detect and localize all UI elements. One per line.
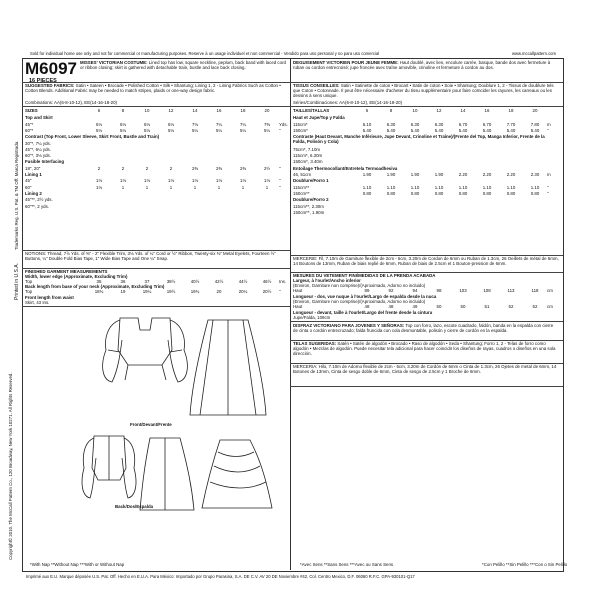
yardage-cell: 1.10 [386, 184, 396, 190]
yardage-cell: 1.90 [410, 172, 420, 177]
yardage-cell: 1 [217, 184, 221, 190]
yardage-cell: 5¼ [263, 127, 271, 133]
yardage-row [293, 204, 355, 209]
es-title: DISFRAZ VICTORIANO PARA JOVENES Y SEÑORAS: [293, 323, 405, 328]
yardage-cell: 5⅛ [119, 127, 127, 133]
tissus-conseilles [293, 83, 559, 99]
yardage-cell: 5.40 [434, 127, 444, 133]
sizes-cell: 6 [365, 108, 369, 113]
largeur-unit: cm [547, 288, 553, 293]
yardage-cell: 2½ [263, 165, 271, 171]
yardage-cell: 2.30 [530, 172, 540, 177]
yardage-unit: " [547, 184, 549, 190]
tissus-title: TISSUS CONSEILLES: [293, 83, 340, 88]
yardage-cell: 1.10 [410, 184, 420, 190]
yardage-cell: 2.20 [482, 172, 492, 177]
column-divider [290, 58, 291, 570]
yardage-cell: 1⅛ [95, 178, 103, 184]
width-cell: 46½ [262, 279, 272, 284]
yardage-cell: 2 [121, 165, 125, 171]
largeur-row [293, 288, 553, 293]
yardage-cell: 1 [121, 184, 125, 190]
yardage-cell: 7⅛ [191, 121, 199, 127]
longueur2-value: Jupe/Falda, 109cm [293, 315, 331, 320]
back-view-sketch [80, 428, 280, 513]
yardage-cell: 1 [145, 184, 149, 190]
yardage-label: 115cm**, 2.30m [293, 203, 324, 209]
yardage-cell: 2.20 [458, 172, 468, 177]
longueur-cell: 50 [436, 304, 442, 309]
yardage-cell: 6⅛ [95, 121, 103, 127]
fabrics-title: SUGGESTED FABRICS: [25, 83, 75, 88]
yardage-cell: 1.10 [482, 184, 492, 190]
yardage-cell: 2⅜ [215, 165, 223, 171]
largeur-title: Largeur, à l'ourlet/Ancho inferior [293, 278, 361, 283]
largeur-cell: 89 [364, 288, 370, 293]
yardage-cell: 7¼ [239, 121, 247, 127]
yardage-cell: 7.80 [530, 121, 540, 127]
en-desc: Lined top has low, square neckline, peplum, back band with laced cord or ribbon closing; skirt is gathered with detachable train, bustle and lace back closing. [80, 60, 286, 71]
yardage-label: 75cm*, 7.10m [293, 146, 321, 152]
largeur-note: (Environ, Garniture non comprise)/(Aproximado, Adorno no incluido) [293, 283, 426, 288]
yardage-cell: 6.70 [458, 121, 468, 127]
width-cell: 36 [120, 279, 126, 284]
yardage-cell: 1.10 [506, 184, 516, 190]
back-length-cell: 20¼ [238, 289, 248, 294]
es-desc: Top con forro, lazo, escote cuadrado, faldón, banda en la espalda con cierre de cinta o cordón entrecruzado; falda fruncida con cola desmontable, polisón y cierre de cordón en la espalda. [293, 323, 554, 334]
front-length-title: Front length from waist [25, 295, 74, 300]
nap-note-es: *Con Pelillo **Sin Pelillo ***Con o Sin Pelillo [482, 562, 568, 567]
yardage-cell: 1⅛ [263, 178, 271, 184]
top-notice: Sold for individual home use only and not for commercial or manufacturing purposes. Reserve à un usage individuel et non commercial - Vendido para uso personal y no para uso comercial [30, 51, 380, 56]
back-length-cell: 20 [216, 289, 222, 294]
back-length-cell: 20½ [262, 289, 272, 294]
yardage-unit: " [547, 190, 549, 196]
yardage-unit: " [279, 178, 281, 184]
yardage-row [25, 185, 281, 190]
footer-imprint: Imprimé aux E.U. Marque déposée U.S. Pat. Off. Hecho en E.U.A. Para México: Importado por Grupo Parasina, S.A. DE C.V. AV 20 DE Noviembre #42, Col. Centro Mexico, D.F. 06060 R.F.C. GPA-930101-Q17 [26, 574, 415, 579]
section-title: Doublure/Forro 1 [293, 178, 329, 184]
width-cell: 38½ [166, 279, 176, 284]
front-length-value: Skirt, 43 Ins. [25, 300, 50, 305]
largeur-label: Haut [293, 288, 303, 293]
yardage-row [293, 191, 549, 196]
yardage-unit: Yds. [279, 121, 288, 127]
back-label: Back/Dos/Espalda [115, 504, 154, 509]
sizes-cell: 20 [264, 108, 270, 113]
tissus-text: Satin • Satinette de coton • Brocart • Satin de coton • Soie • Shantung; Doublure 1, 2 - Tissus de doublure tels que Coton • Cotonnade. Il peut être nécessaire d'acheter du tissu supplémentaire pour faire coïncider les rayures, les carreaux ou les dessins à sens unique. [293, 83, 554, 99]
largeur-cell: 103 [459, 288, 467, 293]
yardage-cell: 1.90 [362, 172, 372, 177]
yardage-cell: 1 [241, 184, 245, 190]
yardage-label: 45" [25, 178, 32, 184]
divider [22, 106, 290, 107]
largeur-cell: 118 [531, 288, 539, 293]
divider [290, 386, 563, 387]
yardage-row [25, 166, 281, 171]
yardage-cell: 2.20 [506, 172, 516, 177]
yardage-cell: 0.80 [506, 190, 516, 196]
yardage-row [25, 122, 288, 127]
yardage-cell: 1⅛ [95, 184, 103, 190]
yardage-label: 115cm* [293, 121, 308, 127]
website: www.mccallpattern.com [512, 51, 556, 56]
yardage-row [25, 197, 87, 202]
width-cell: 42½ [214, 279, 224, 284]
yardage-row [25, 178, 281, 183]
yardage-cell: 2⅜ [239, 165, 247, 171]
yardage-row [293, 153, 355, 158]
longueur-cell: 52 [532, 304, 538, 309]
yardage-label: 60"* [25, 127, 34, 133]
longueur-row [293, 304, 553, 309]
sizes-cell: 20 [532, 108, 538, 113]
yardage-cell: 0.80 [410, 190, 420, 196]
largeur-cell: 92 [388, 288, 394, 293]
yardage-cell: 5.40 [362, 127, 372, 133]
section-title: Top and Skirt [25, 115, 53, 121]
yardage-label: 150cm**, 1.90m [293, 209, 325, 215]
series: Séries/Combinaciones: AA(6-8-10-12), EE(14-16-18-20) [293, 100, 403, 105]
width-unit: Ins. [279, 279, 287, 284]
pattern-pieces: 16 PIECES [29, 78, 57, 84]
fr-title: DEGUISEMENT VICTORIEN POUR JEUNE FEMME: [293, 60, 399, 65]
measure-title: FINISHED GARMENT MEASUREMENTS [25, 269, 108, 274]
section-title: Haut et Jupe/Top y Falda [293, 115, 345, 121]
fabrics-text: Satin • Sateen • Brocade • Polished Cotton • Silk • Shantung; Lining 1, 2 - Lining Fabrics Such as Cotton • Cotton Blends. Additional Fabric may be needed to match stripes, plaids or one-way design fabric. [25, 83, 281, 94]
longueur-cell: 49 [412, 304, 418, 309]
yardage-cell: 6⅛ [167, 121, 175, 127]
yardage-cell: 5¼ [215, 127, 223, 133]
telas-title: TELAS SUGERIDAS: [293, 341, 337, 346]
yardage-unit: " [279, 184, 281, 190]
es-description [293, 323, 559, 333]
largeur-cell: 108 [483, 288, 491, 293]
yardage-label: 30"*, 7¼ yds. [25, 140, 51, 146]
sizes-cell: 18 [240, 108, 246, 113]
nap-note-fr: *Avec Sens **Sans Sens ***Avec ou Sans Sens [300, 562, 394, 567]
yardage-label: 45"* [25, 121, 34, 127]
mercerie: MERCERIE: Fil, 7.10m de Garniture flexible de 2cm - 5cm, 3.20m de Cordon de 6mm ou Ruban de 1.3cm, 26 Oeillets de métal de 6mm, 14 Boutons de 13mm, Ruban de biais replié de 6mm, Ruban de biais de 2.5cm et 1 Bouton-pression de 6mm. [293, 256, 559, 267]
yardage-cell: 1 [169, 184, 173, 190]
section-title: Fusible Interfacing [25, 159, 65, 165]
yardage-cell: 5⅛ [95, 127, 103, 133]
front-view-sketch [80, 310, 270, 420]
width-cell: 40½ [190, 279, 200, 284]
sizes-cell: 16 [216, 108, 222, 113]
section-title: Contraste (Haut Devant, Manche Inférieure, Jupe Devant, Crinoline et Traîne)/(Frente del Top, Manga Inferior, Frente de la Falda, Polisón y Cola) [293, 134, 545, 145]
combinations: Combinations: AA(6-8-10-12), EE(14-16-18-20) [25, 100, 118, 105]
yardage-cell: 1⅛ [239, 178, 247, 184]
yardage-cell: 0.80 [530, 190, 540, 196]
yardage-cell: 0.80 [482, 190, 492, 196]
yardage-row [25, 128, 281, 133]
width-cell: 44½ [238, 279, 248, 284]
yardage-cell: 5¼ [191, 127, 199, 133]
longueur-cell: 51 [484, 304, 490, 309]
sizes-cell: 14 [460, 108, 466, 113]
back-length-cell: 19½ [166, 289, 176, 294]
section-title: Doublure/Forro 2 [293, 197, 329, 203]
sizes-cell: 12 [436, 108, 442, 113]
yardage-cell: 1.90 [386, 172, 396, 177]
yardage-cell: 1⅛ [215, 178, 223, 184]
yardage-cell: 2 [169, 165, 173, 171]
yardage-row [25, 153, 87, 158]
yardage-row [293, 122, 551, 127]
yardage-cell: 2⅜ [191, 165, 199, 171]
yardage-label: 45"*, 6¼ yds. [25, 146, 51, 152]
yardage-label: 150cm* [293, 127, 308, 133]
longueur-cell: 48 [364, 304, 370, 309]
mesures-title: MESURES DU VETEMENT FINI/MEDIDAS DE LA PRENDA ACABADA [293, 273, 436, 278]
pattern-number: M6097 [25, 59, 77, 78]
sizes-cell: 16 [484, 108, 490, 113]
sizes-cell: 12 [168, 108, 174, 113]
yardage-row [293, 159, 355, 164]
yardage-label: 60"*, 3⅛ yds. [25, 153, 51, 159]
section-title: Lining 2 [25, 190, 42, 196]
yardage-cell: 5.40 [482, 127, 492, 133]
yardage-cell: 1.90 [434, 172, 444, 177]
yardage-cell: 1 [265, 184, 269, 190]
width-cell: 35 [96, 279, 102, 284]
yardage-label: 60" [25, 184, 32, 190]
section-title: Entoilage Thermocollant/Entretela Termoadhesiva [293, 165, 398, 171]
yardage-cell: 5.40 [410, 127, 420, 133]
telas-text: Satén • Satén de algodón • Brocado • Raso de algodón • Seda • Shantung; Forro 1, 2 - Telas de forro como algodón • Mezclas de algodón. Puede necesitar tela adicional para hacer coincidir los diseños de rayas, cuadros o diseños en una sola dirección. [293, 341, 556, 357]
yardage-unit: m [547, 121, 551, 127]
section-title: Contrast (Top Front, Lower Sleeve, Skirt Front, Bustle and Train) [25, 134, 160, 140]
yardage-cell: 6.30 [386, 121, 396, 127]
merceria: MERCERIA: Hilo, 7.10m de Adorno flexible de 2cm - 5cm, 3.20m de Cordón de 6mm o Cinta de 1.3cm, 26 Ojetes de metal de 6mm, 14 Botones de 13mm, Cinta de sesgo doble de 6mm, Cinta de sesgo de 2.5cm y 1 Broche de 6mm. [293, 364, 557, 375]
telas-sugeridas [293, 341, 559, 357]
back-length-title: Back length from base of your neck (Approximate, Excluding Trim) [25, 284, 165, 289]
sizes-label: SIZES [25, 108, 38, 113]
yardage-cell: 1⅛ [191, 178, 199, 184]
yardage-cell: 1 [193, 184, 197, 190]
yardage-row [293, 128, 549, 133]
yardage-cell: 6.30 [410, 121, 420, 127]
yardage-cell: 1⅛ [143, 178, 151, 184]
yardage-cell: 2 [97, 165, 101, 171]
sizes-cell: 8 [121, 108, 125, 113]
yardage-cell: 7.70 [506, 121, 516, 127]
yardage-cell: 6.10 [362, 121, 372, 127]
yardage-cell: 1.10 [434, 184, 444, 190]
yardage-row [293, 185, 549, 190]
longueur2-title: Longueur - devant, taille à l'ourlet/Largo del frente desde la cintura [293, 310, 433, 315]
yardage-cell: 5.40 [458, 127, 468, 133]
divider [290, 106, 563, 107]
width-label: Top [25, 279, 33, 284]
yardage-cell: 5¼ [239, 127, 247, 133]
yardage-cell: 7¼ [215, 121, 223, 127]
sizes-row [25, 108, 279, 113]
yardage-cell: 0.80 [434, 190, 444, 196]
fr-description [293, 60, 559, 70]
yardage-label: 150cm*, 3.40m [293, 159, 323, 165]
yardage-cell: 6.30 [434, 121, 444, 127]
yardage-cell: 1.10 [362, 184, 372, 190]
suggested-fabrics [25, 83, 287, 93]
largeur-cell: 94 [412, 288, 418, 293]
yardage-unit: m [547, 172, 551, 177]
width-title: Width, lower edge (Approximate, Excluding Trim) [25, 274, 128, 279]
largeur-cell: 113 [507, 288, 515, 293]
yardage-cell: 1⅛ [119, 178, 127, 184]
yardage-cell: 1.10 [530, 184, 540, 190]
sizes-cell: 10 [144, 108, 150, 113]
yardage-unit: " [279, 127, 281, 133]
yardage-cell: 6⅛ [119, 121, 127, 127]
back-length-cell: 19¼ [142, 289, 152, 294]
yardage-row [25, 141, 87, 146]
sizes-cell: 18 [508, 108, 514, 113]
divider [22, 306, 290, 307]
yardage-cell: 6⅛ [143, 121, 151, 127]
yardage-unit: " [279, 165, 281, 171]
yardage-label: 115cm** [293, 184, 310, 190]
sizes-cell: 10 [412, 108, 418, 113]
yardage-cell: 1⅛ [167, 178, 175, 184]
back-length-row [25, 289, 281, 294]
yardage-cell: 0.80 [458, 190, 468, 196]
back-length-label: Top [25, 289, 33, 294]
side-trademarks: Trademarks Reg. U.S. Pat. & TM Off. Marca Registrada [14, 141, 19, 250]
notions: NOTIONS: Thread, 7⅞ Yds. of ⅜" - 2" Flexible Trim, 3⅛ Yds. of ¼" Cord or ½" Ribbon, Twenty-six ⅜" Metal Eyelets, Fourteen ½" Buttons, ¼" Double Fold Bias Tape, 1" Wide Bias Tape and One ¼" Snap. [25, 251, 276, 262]
sizes-row [293, 108, 547, 113]
yardage-cell: 1.10 [458, 184, 468, 190]
yardage-cell: 2 [145, 165, 149, 171]
yardage-cell: 5⅛ [167, 127, 175, 133]
yardage-unit: " [547, 127, 549, 133]
yardage-row [293, 210, 355, 215]
longueur-note: (Environ, Garniture non comprise)/(Aproximado, Adorno no incluido) [293, 299, 426, 304]
yardage-cell: 5.40 [386, 127, 396, 133]
longueur-unit: cm [547, 304, 553, 309]
yardage-label: 150cm** [293, 190, 310, 196]
en-description [80, 60, 287, 70]
largeur-cell: 98 [436, 288, 442, 293]
yardage-cell: 5⅛ [143, 127, 151, 133]
yardage-cell: 6.70 [482, 121, 492, 127]
sizes-label: TAILLES/TALLAS [293, 108, 330, 113]
back-length-unit: " [279, 289, 281, 294]
longueur-cell: 48 [388, 304, 394, 309]
yardage-cell: 0.80 [386, 190, 396, 196]
yardage-cell: 0.80 [362, 190, 372, 196]
sizes-cell: 6 [97, 108, 101, 113]
longueur-cell: 50 [460, 304, 466, 309]
side-copyright: Copyright© 2010. The McCall Pattern Co., 120 Broadway, New York 10271. All Rights Reserved. [8, 372, 13, 560]
front-label: Front/Devant/Frente [130, 422, 172, 427]
yardage-cell: 5.40 [506, 127, 516, 133]
yardage-row [25, 204, 87, 209]
yardage-label: 60"**, 2 yds. [25, 203, 50, 209]
longueur-title: Longueur - dos, vue nuque à l'ourlet/Largo de espalda desde la nuca [293, 294, 437, 299]
divider [290, 321, 563, 322]
yardage-label: 115cm*, 6.30m [293, 153, 323, 159]
fr-desc: Haut doublé, avec lien, encolure carrée, basque, bande dos avec fermeture à ruban ou cordon entrecroisé; jupe froncée avec traîne amovible, crinoline et fermeture à cordon au dos. [293, 60, 551, 71]
en-title: MISSES' VICTORIAN COSTUME: [80, 60, 148, 65]
yardage-row [25, 147, 87, 152]
pattern-id [25, 60, 80, 84]
back-length-cell: 19 [120, 289, 126, 294]
back-length-cell: 18¾ [94, 289, 104, 294]
longueur-cell: 52 [508, 304, 514, 309]
side-printed: Printed in U.S.A. [14, 263, 20, 300]
width-cell: 37 [144, 279, 150, 284]
yardage-row [293, 147, 355, 152]
back-length-cell: 19¾ [190, 289, 200, 294]
section-title: Lining 1 [25, 172, 42, 177]
yardage-label: 18", 20" [25, 165, 41, 171]
sizes-cell: 8 [389, 108, 393, 113]
yardage-label: 46, 51cm [293, 172, 312, 177]
sizes-cell: 14 [192, 108, 198, 113]
yardage-row [293, 172, 551, 177]
yardage-cell: 5.40 [530, 127, 540, 133]
longueur-label: Haut [293, 304, 303, 309]
yardage-label: 45"**, 2½ yds. [25, 197, 53, 203]
nap-note: *With Nap **Without Nap ***With or Without Nap [30, 562, 125, 567]
yardage-cell: 7⅜ [263, 121, 271, 127]
